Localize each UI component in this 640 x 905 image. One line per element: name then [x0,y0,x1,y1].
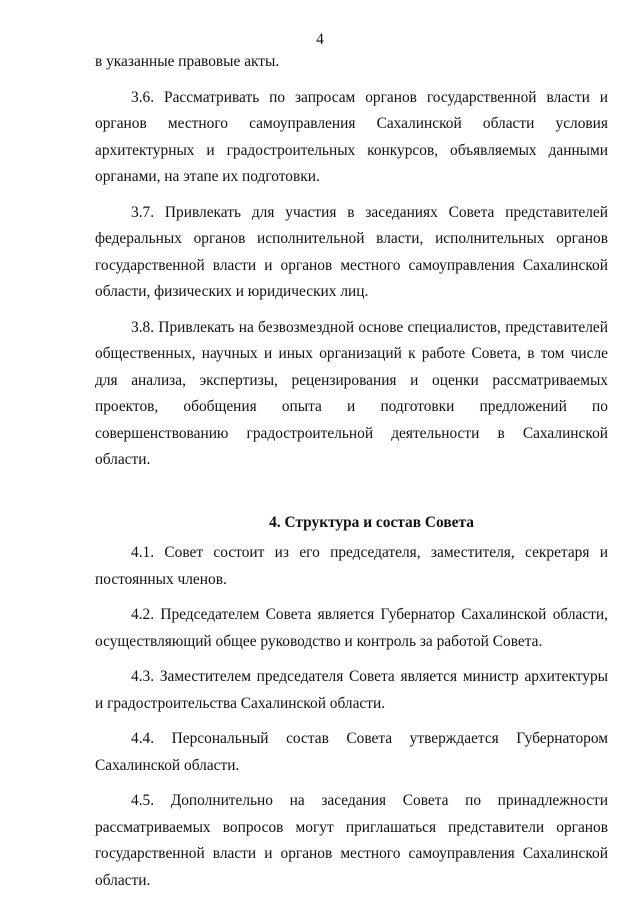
paragraph-continuation [95,49,608,76]
text-line: 3.6. Рассматривать по запросам органов государственной власти и [131,88,608,106]
text-line: 4.4. Персональный состав Совета утверждается Губернатором [131,730,608,747]
page-number: 4 [316,31,324,48]
text-line: осуществляющий общее руководство и контроль за работой Совета. [95,632,543,650]
paragraph-3-6 [95,85,608,191]
text-line: 4.2. Председателем Совета является Губернатор Сахалинской области, [131,606,608,623]
text-line: 3.7. Привлекать для участия в заседаниях Совета представителей [131,203,608,221]
document-body [95,49,608,894]
text-line: органов местного самоуправления Сахалинской области условия [95,115,608,132]
text-line: рассматриваемых вопросов могут приглашаться представители органов [95,818,608,836]
text-line: органами, на этапе их подготовки. [95,168,320,185]
text-line: и градостроительства Сахалинской области. [95,694,386,712]
paragraph-3-8 [95,315,608,474]
text-line: 4.5. Дополнительно на заседания Совета по принадлежности [131,792,608,809]
text-line: государственной власти и органов местного самоуправления Сахалинской [95,256,608,274]
paragraph-4-5 [95,788,608,894]
text-line: государственной власти и органов местного самоуправления Сахалинской [95,845,608,862]
text-line: рассматриваемых проектов, обобщения опыта и подготовки предложений по [95,371,608,415]
text-line: постоянных членов. [95,570,227,588]
text-line: области. [95,871,151,889]
text-line: области, физических и юридических лиц. [95,283,369,300]
text-line: 4.1. Совет состоит из его председателя, заместителя, секретаря и [131,544,608,561]
paragraph-4-3 [95,664,608,717]
text-line: в указанные правовые акты. [95,53,280,70]
paragraph-4-4 [95,726,608,779]
text-line: Сахалинской области. [95,756,240,774]
text-line: 3.8. Привлекать на безвозмездной основе специалистов, [131,318,501,336]
paragraph-4-1 [95,540,608,593]
section-heading: 4. Структура и состав Совета [269,513,474,531]
text-line: архитектурных и градостроительных конкурсов, объявляемых данными [95,141,608,159]
text-line: 4.3. Заместителем председателя Совета является министр архитектуры [131,668,608,685]
text-line: совершенствованию градостроительной деятельности в Сахалинской [95,424,608,442]
text-line: представителей общественных, научных и иных организаций к работе [95,318,608,362]
text-line: федеральных органов исполнительной власти, исполнительных органов [95,230,608,247]
text-line: Совета, в том числе для анализа, экспертизы, рецензирования и оценки [95,345,608,389]
paragraph-3-7 [95,200,608,306]
paragraph-4-2 [95,602,608,655]
text-line: области. [95,451,151,468]
